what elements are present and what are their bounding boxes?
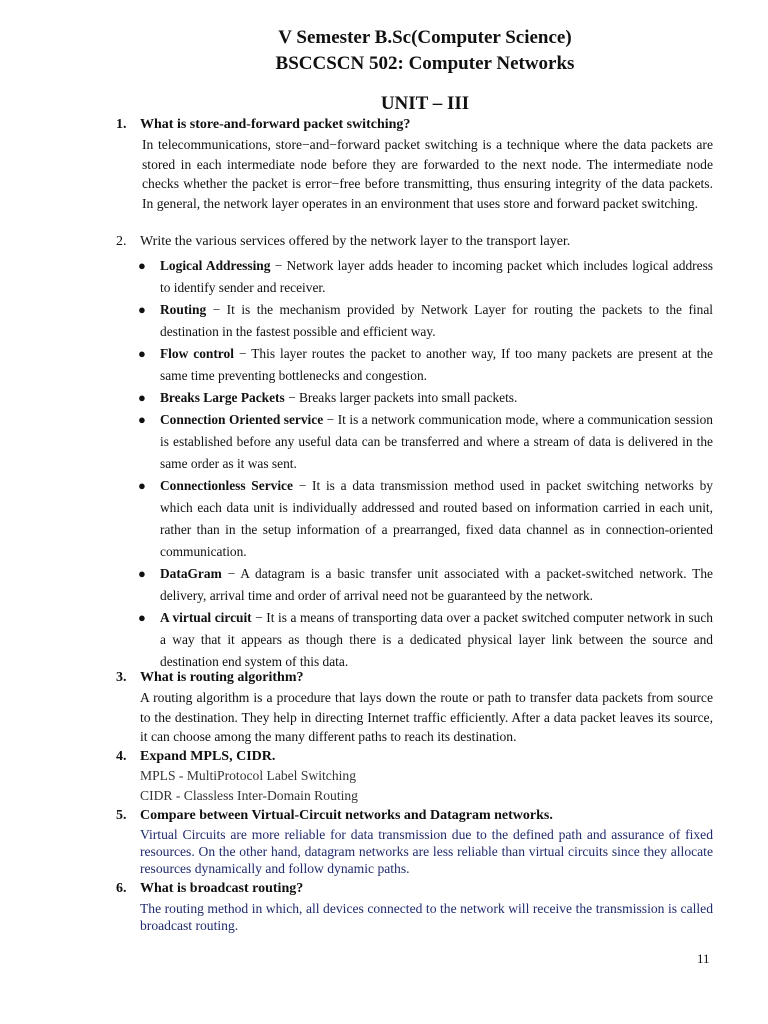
service-description: A datagram is a basic transfer unit associated with a packet-switched network. The delivery, arrival time and order of arrival need not be guaranteed by the network.	[160, 566, 713, 603]
service-description: It is a network communication mode, where a communication session is established before any useful data can be transferred and where a stream of data is delivered in the same order as it was sent.	[160, 412, 713, 471]
service-term: Logical Addressing	[160, 258, 271, 273]
service-item-routing	[160, 299, 713, 343]
question-6: What is broadcast routing?	[140, 881, 304, 896]
question-4-number: 4.	[116, 749, 127, 764]
service-separator: −	[251, 610, 267, 625]
service-item-breaks-large-packets	[160, 387, 713, 409]
question-5: Compare between Virtual-Circuit networks and Datagram networks.	[140, 808, 553, 823]
service-description: It is a means of transporting data over a packet switched computer network in such a way that it appears as though there is a dedicated physical layer link between the source and destination end system of this data.	[160, 610, 713, 669]
service-description: This layer routes the packet to another way, If too many packets are present at the same time preventing bottlenecks and congestion.	[160, 346, 713, 383]
service-term: Connectionless Service	[160, 478, 293, 493]
service-term: DataGram	[160, 566, 222, 581]
unit-heading: UNIT – III	[380, 93, 470, 114]
service-separator: −	[233, 346, 252, 361]
service-item-virtual-circuit	[160, 607, 713, 673]
service-item-connectionless	[160, 475, 713, 563]
service-description: It is the mechanism provided by Network Layer for routing the packets to the final destination in the fastest possible and efficient way.	[160, 302, 713, 339]
service-description: Breaks larger packets into small packets.	[298, 390, 518, 405]
service-item-logical-addressing	[160, 255, 713, 299]
answer-4-cidr: CIDR - Classless Inter-Domain Routing	[140, 788, 358, 803]
service-separator: −	[323, 412, 338, 427]
answer-1: In telecommunications, store−and−forward packet switching is a technique where the data packets are stored in each intermediate node before they are forwarded to the next node. The intermediate node checks whether the packet is error−free before transmitting, thus ensuring integrity of the data packets. In general, the network layer operates in an environment that uses store and forward packet switching.	[142, 137, 713, 211]
question-1-number: 1.	[116, 117, 127, 132]
service-term: A virtual circuit	[160, 610, 252, 625]
service-item-flow-control	[160, 343, 713, 387]
question-3-number: 3.	[116, 670, 127, 685]
bullet-dot: ●	[138, 302, 146, 317]
service-separator: −	[292, 478, 313, 493]
bullet-dot: ●	[138, 478, 146, 493]
answer-6: The routing method in which, all devices connected to the network will receive the transmission is called broadcast routing.	[140, 901, 713, 933]
question-2-number: 2.	[116, 234, 127, 249]
bullet-dot: ●	[138, 390, 146, 405]
page-number: 11	[697, 951, 710, 966]
answer-5: Virtual Circuits are more reliable for data transmission due to the defined path and assurance of fixed resources. On the other hand, datagram networks are less reliable than virtual circuits since they allocate resources dynamically and follow dynamic paths.	[140, 827, 713, 876]
question-4: Expand MPLS, CIDR.	[140, 749, 276, 764]
question-3: What is routing algorithm?	[140, 670, 304, 685]
service-separator: −	[206, 302, 227, 317]
bullet-dot: ●	[138, 566, 146, 581]
service-separator: −	[221, 566, 241, 581]
service-separator: −	[284, 390, 299, 405]
course-code-title: BSCCSCN 502: Computer Networks	[275, 53, 575, 74]
service-item-connection-oriented	[160, 409, 713, 475]
course-title: V Semester B.Sc(Computer Science)	[278, 27, 572, 48]
service-description: It is a data transmission method used in packet switching networks by which each data unit is individually addressed and routed based on information carried in each unit, rather than in the setup information of a prearranged, fixed data channel as in connection-oriented communication.	[160, 478, 713, 559]
bullet-dot: ●	[138, 610, 146, 625]
bullet-dot: ●	[138, 258, 146, 273]
question-5-number: 5.	[116, 808, 127, 823]
service-item-datagram	[160, 563, 713, 607]
bullet-dot: ●	[138, 346, 146, 361]
bullet-dot: ●	[138, 412, 146, 427]
answer-3: A routing algorithm is a procedure that lays down the route or path to transfer data packets from source to the destination. They help in directing Internet traffic efficiently. After a data packet leaves its source, it can choose among the many different paths to reach its destination.	[140, 690, 713, 744]
service-term: Breaks Large Packets	[160, 390, 285, 405]
service-term: Flow control	[160, 346, 234, 361]
question-6-number: 6.	[116, 881, 127, 896]
question-1: What is store-and-forward packet switching?	[140, 117, 411, 132]
service-separator: −	[270, 258, 287, 273]
answer-4-mpls: MPLS - MultiProtocol Label Switching	[140, 768, 356, 783]
service-description: Network layer adds header to incoming packet which includes logical address to identify sender and receiver.	[160, 258, 714, 295]
service-term: Connection Oriented service	[160, 412, 324, 427]
question-2: Write the various services offered by the network layer to the transport layer.	[140, 234, 571, 249]
service-term: Routing	[160, 302, 207, 317]
